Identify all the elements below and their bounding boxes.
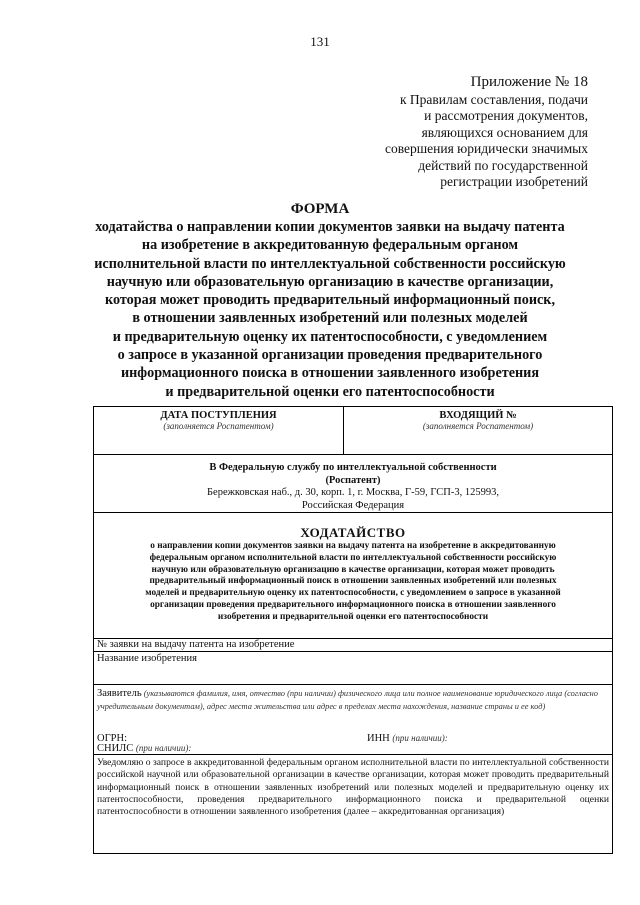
form-title-line: и предварительную оценку их патентоспособности, с уведомлением — [112, 328, 548, 345]
form-title-line: научную или образовательную организацию в качестве организации, — [106, 273, 554, 290]
petition-line: федеральным органом исполнительной власти по интеллектуальной собственности российскую — [149, 552, 557, 563]
petition-line: организации проведения предварительного информационного поиска в отношении заявленного — [150, 599, 556, 610]
application-number-field[interactable] — [94, 639, 612, 652]
appendix-line: регистрации изобретений — [440, 174, 588, 189]
form-title-line: которая может проводить предварительный информационный поиск, — [104, 292, 556, 309]
form-title-line: в отношении заявленных изобретений или полезных моделей — [132, 310, 528, 327]
form-title-line: и предварительной оценки его патентоспособности — [165, 383, 495, 400]
petition-line: предварительный информационный поиск в отношении заявленных изобретений или полезных — [149, 576, 557, 587]
applicant-label: Заявитель — [97, 688, 142, 699]
form-title-line: информационного поиска в отношении заявленного изобретения — [120, 365, 540, 382]
form-title — [60, 218, 600, 401]
appendix-block — [352, 74, 588, 191]
petition-block — [94, 513, 612, 639]
snils-label: СНИЛС — [97, 743, 134, 754]
application-number-label: № заявки на выдачу патента на изобретение — [97, 639, 295, 650]
form-heading: ФОРМА — [290, 201, 350, 217]
applicant-block[interactable] — [94, 685, 612, 755]
form-title-line: ходатайства о направлении копии документов заявки на выдачу патента — [95, 219, 565, 235]
form-title-line: исполнительной власти по интеллектуальной собственности российскую — [94, 255, 566, 272]
form-table — [93, 406, 613, 854]
appendix-line: и рассмотрения документов, — [424, 108, 588, 123]
date-note: (заполняется Роспатентом) — [163, 421, 274, 431]
applicant-note: (указываются фамилия, имя, отчество (при наличии) физического лица или полное наименование юридического лица (согласно учредительным документам), адрес места жительства или адрес в пределах места нахождения, название страны и ее код) — [97, 689, 598, 711]
addressee-block — [94, 455, 612, 513]
invention-name-field[interactable] — [94, 652, 612, 685]
date-cell[interactable] — [94, 407, 343, 431]
appendix-line: являющихся основанием для — [421, 124, 588, 140]
ogrn-label: ОГРН: — [97, 733, 127, 744]
incoming-label: ВХОДЯЩИЙ № — [439, 410, 517, 421]
appendix-line: к Правилам составления, подачи — [399, 91, 588, 107]
snils-field[interactable] — [97, 743, 191, 754]
petition-text — [94, 541, 612, 624]
inn-label: ИНН — [367, 733, 390, 744]
petition-line: о направлении копии документов заявки на выдачу патента на изобретение в аккредитованную — [150, 541, 556, 551]
invention-name-label: Название изобретения — [97, 653, 197, 664]
form-title-line: на изобретение в аккредитованную федеральным органом — [141, 237, 519, 254]
appendix-title: Приложение № 18 — [470, 74, 588, 90]
addressee-line: (Роспатент) — [325, 474, 381, 486]
petition-line: моделей и предварительную оценку их патентоспособности, с уведомлением о запросе в указанной — [145, 588, 561, 599]
incoming-cell[interactable] — [344, 407, 612, 431]
inn-field[interactable] — [367, 733, 448, 744]
form-title-line: о запросе в указанной организации проведения предварительного — [117, 347, 543, 364]
petition-line: изобретения и предварительной оценки его патентоспособности — [217, 611, 489, 622]
petition-line: научную или образовательную организацию в качестве организации, которая может проводить — [151, 564, 555, 575]
addressee-address: Бережковская наб., д. 30, корп. 1, г. Москва, Г-59, ГСП-3, 125993, — [207, 487, 499, 498]
page-number: 131 — [310, 34, 330, 49]
appendix-line: совершения юридически значимых — [384, 141, 588, 156]
petition-title: ХОДАТАЙСТВО — [300, 525, 406, 540]
notice-text: Уведомляю о запросе в аккредитованной федеральным органом исполнительной власти по интеллектуальной собственности российской научной или образовательной организации в качестве организации, которая может проводить предварительный информационный поиск в отношении заявленных изобретений или полезных моделей и предварительную оценку их патентоспособности, проведения предварительного информационного поиска и предварительной оценки патентоспособности в отношении заявленного изобретения (далее – аккредитованная организация) — [97, 757, 609, 818]
receipt-row — [94, 407, 612, 455]
snils-note: (при наличии): — [135, 743, 192, 753]
inn-note: (при наличии): — [392, 733, 448, 743]
date-label: ДАТА ПОСТУПЛЕНИЯ — [160, 410, 277, 421]
addressee-line: В Федеральную службу по интеллектуальной собственности — [209, 462, 497, 473]
addressee-country: Российская Федерация — [301, 499, 405, 511]
appendix-line: действий по государственной — [418, 157, 588, 173]
incoming-note: (заполняется Роспатентом) — [422, 421, 534, 431]
